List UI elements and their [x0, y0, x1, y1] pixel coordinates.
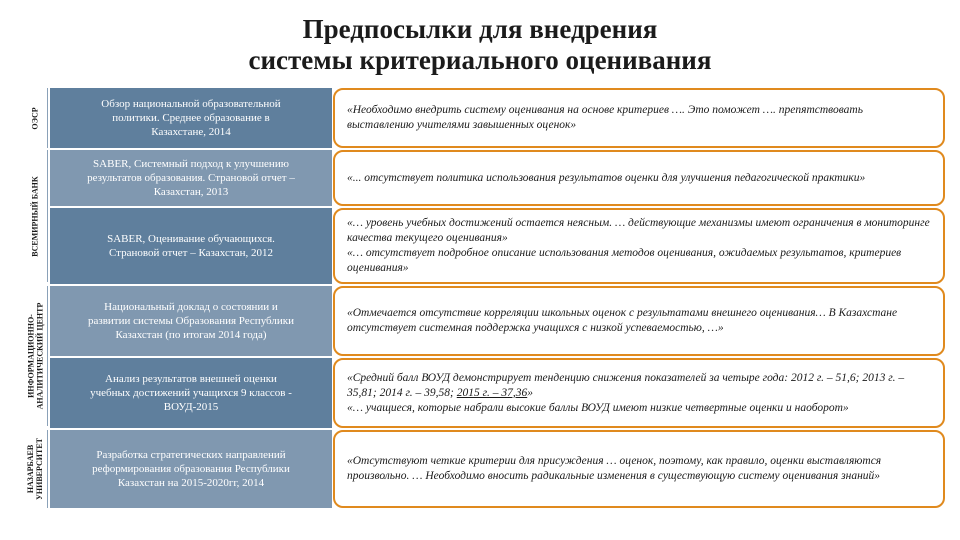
group-divider — [47, 150, 48, 282]
quote-box — [333, 286, 945, 356]
quote-box — [333, 208, 945, 284]
title-line-2: системы критериального оценивания — [248, 45, 712, 75]
quote-box — [333, 358, 945, 428]
quote-underlined-fragment: 2015 г. – 37,36 — [456, 386, 528, 399]
source-box — [50, 150, 332, 206]
title-line-1: Предпосылки для внедрения — [302, 14, 658, 44]
group-divider — [47, 430, 48, 508]
group-divider — [47, 286, 48, 426]
source-text: SABER, Системный подход к улучшению результатов образования. Страновой отчет – Казахстан, 2013 — [87, 158, 295, 198]
quote-fragment: » — [527, 386, 533, 399]
source-text: Национальный доклад о состоянии и развитии системы Образования Республики Казахстан (по итогам 2014 года) — [88, 301, 294, 341]
group-label-line: АНАЛИТИЧЕСКИЙ ЦЕНТР — [35, 302, 45, 410]
group-analytic-center — [22, 286, 48, 426]
quote-text — [347, 216, 931, 276]
quote-text: «Отмечается отсутствие корреляции школьных оценок с результатами внешнего оценивания… В Казахстане отсутствует системная поддержка учащихся с низкой успеваемостью, …» — [347, 307, 898, 334]
source-box — [50, 88, 332, 148]
group-nazarbayev-university — [22, 430, 48, 508]
quote-fragment: «Средний балл ВОУД демонстрирует тенденцию снижения показателей за четыре года: 2012 г. – 51,6; 2013 г. – 35,81; 2014 г. – 39,58; — [347, 371, 905, 399]
quote-text: «Необходимо внедрить систему оценивания на основе критериев …. Это поможет …. препятствовать выставлению учителями завышенных оценок» — [347, 104, 863, 131]
quote-text: «Отсутствуют четкие критерии для присуждения … оценок, поэтому, как правило, оценки выставляются произвольно. … Необходимо вносить радикальные изменения в существующую систему оценивания знаний» — [347, 455, 882, 482]
quote-line — [347, 371, 931, 401]
group-label-world-bank: ВСЕМИРНЫЙ БАНК — [30, 175, 40, 257]
source-text: SABER, Оценивание обучающихся. Страновой отчет – Казахстан, 2012 — [107, 233, 275, 259]
group-label-nazarbayev-university — [26, 438, 44, 500]
quote-box — [333, 430, 945, 508]
source-text: Обзор национальной образовательной политики. Среднее образование в Казахстане, 2014 — [101, 98, 281, 138]
group-label-line: УНИВЕРСИТЕТ — [35, 438, 45, 500]
source-box — [50, 358, 332, 428]
group-label-line: НАЗАРБАЕВ — [26, 444, 36, 494]
group-divider — [47, 88, 48, 148]
source-text: Анализ результатов внешней оценки учебных достижений учащихся 9 классов - ВОУД-2015 — [90, 373, 292, 413]
quote-text: «... отсутствует политика использования результатов оценки для улучшения педагогической практики» — [347, 171, 866, 184]
page-title — [150, 14, 810, 76]
source-text: Разработка стратегических направлений реформирования образования Республики Казахстан на 2015-2020гг, 2014 — [92, 449, 290, 489]
quote-box — [333, 88, 945, 148]
quote-box — [333, 150, 945, 206]
source-box — [50, 208, 332, 284]
quote-line: «… отсутствует подробное описание использования методов оценивания, ожидаемых результатов, критериев оценивания» — [347, 247, 902, 274]
group-oecd — [22, 88, 48, 148]
quote-line: «… учащиеся, которые набрали высокие баллы ВОУД имеют низкие четвертные оценки и наоборот» — [347, 401, 849, 414]
group-label-oecd: ОЭСР — [30, 106, 40, 130]
group-label-line: ИНФОРМАЦИОННО- — [26, 314, 36, 398]
quote-line: «… уровень учебных достижений остается неясным. … действующие механизмы имеют ограничения в мониторинге качества текущего оценивания» — [347, 217, 930, 244]
group-world-bank — [22, 150, 48, 282]
source-box — [50, 286, 332, 356]
group-label-analytic-center — [26, 303, 44, 410]
source-box — [50, 430, 332, 508]
quote-text — [347, 371, 931, 416]
